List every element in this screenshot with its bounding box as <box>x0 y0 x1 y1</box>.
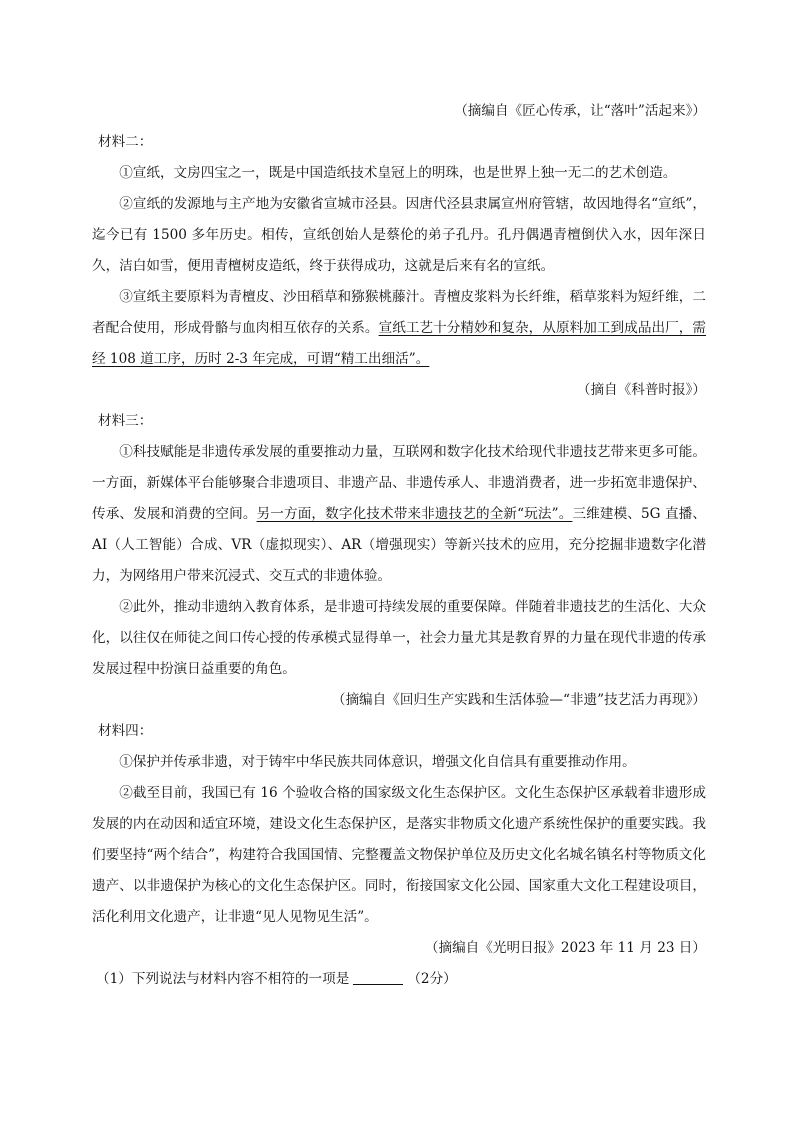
material-2-heading: 材料二： <box>98 134 153 150</box>
material-3-paragraph-1-text-b: 三维建模、5G 直播、AI（人工智能）合成、VR（虚拟现实）、AR（增强现实）等新兴技术的应用，充分挖掘非遗数字化潜力，为网络用户带来沉浸式、交互式的非遗体验。 <box>92 506 706 584</box>
material-2-paragraph-3-text: ③宣纸主要原料为青檀皮、沙田稻草和猕猴桃藤汁。青檀皮浆料为长纤维，稻草浆料为短纤维，二者配合使用，形成骨骼与血肉相互依存的关系。 <box>92 289 706 336</box>
material-2-underlined-sentence: 宣纸工艺十分精妙和复杂，从原料加工到成品出厂，需经 108 道工序，历时 2-3 年完成，可谓“精工出细活”。 <box>92 320 707 367</box>
material-3-paragraph-1-text-a: ①科技赋能是非遗传承发展的重要推动力量，互联网和数字化技术给现代非遗技艺带来更多可能。一方面，新媒体平台能够聚合非遗项目、非遗产品、非遗传承人、非遗消费者，进一步拓宽非遗保护、传承、发展和消费的空间。 <box>92 444 706 522</box>
question-1-prompt: （1）下列说法与材料内容不相符的一项是 <box>96 971 350 987</box>
material-3-paragraph-1 <box>92 437 706 592</box>
material-2-paragraph-2: ②宣纸的发源地与主产地为安徽省宣城市泾县。因唐代泾县隶属宣州府管辖，故因地得名“宣纸”，迄今已有 1500 多年历史。相传，宣纸创始人是蔡伦的弟子孔丹。孔丹偶遇青檀倒伏入水，因年深日久，洁白如雪，便用青檀树皮造纸，终于获得成功，这就是后来有名的宣纸。 <box>92 196 706 274</box>
material-2-paragraph-1: ①宣纸，文房四宝之一，既是中国造纸技术皇冠上的明珠，也是世界上独一无二的艺术创造。 <box>119 165 677 181</box>
source-citation-2: （摘自《科普时报》） <box>576 382 706 398</box>
material-4-paragraph-1: ①保护并传承非遗，对于铸牢中华民族共同体意识，增强文化自信具有重要推动作用。 <box>119 754 636 770</box>
material-3-paragraph-2: ②此外，推动非遗纳入教育体系，是非遗可持续发展的重要保障。伴随着非遗技艺的生活化、大众化，以往仅在师徒之间口传心授的传承模式显得单一，社会力量尤其是教育界的力量在现代非遗的传承发展过程中扮演日益重要的角色。 <box>92 599 706 677</box>
material-3-heading: 材料三： <box>98 413 153 429</box>
material-4-heading: 材料四： <box>98 723 153 739</box>
material-3-underlined-sentence: 另一方面，数字化技术带来非遗技艺的全新“玩法”。 <box>256 506 573 522</box>
question-1 <box>92 964 706 995</box>
source-citation-1: （摘编自《匠心传承，让“落叶”活起来》） <box>454 103 706 119</box>
question-1-score: （2分） <box>407 971 457 987</box>
material-4-paragraph-2: ②截至目前，我国已有 16 个验收合格的国家级文化生态保护区。文化生态保护区承载着非遗形成发展的内在动因和适宜环境，建设文化生态保护区，是落实非物质文化遗产系统性保护的重要实践。我们要坚持“两个结合”，构建符合我国国情、完整覆盖文物保护单位及历史文化名城名镇名村等物质文化遗产、以非遗保护为核心的文化生态保护区。同时，衔接国家文化公园、国家重大文化工程建设项目，活化利用文化遗产，让非遗“见人见物见生活”。 <box>92 785 706 925</box>
material-2-paragraph-3 <box>92 282 706 375</box>
source-citation-4: （摘编自《光明日报》2023 年 11 月 23 日） <box>424 940 706 956</box>
answer-blank[interactable] <box>353 968 403 985</box>
source-citation-3: （摘编自《回归生产实践和生活体验—“非遗”技艺活力再现》） <box>331 692 706 708</box>
